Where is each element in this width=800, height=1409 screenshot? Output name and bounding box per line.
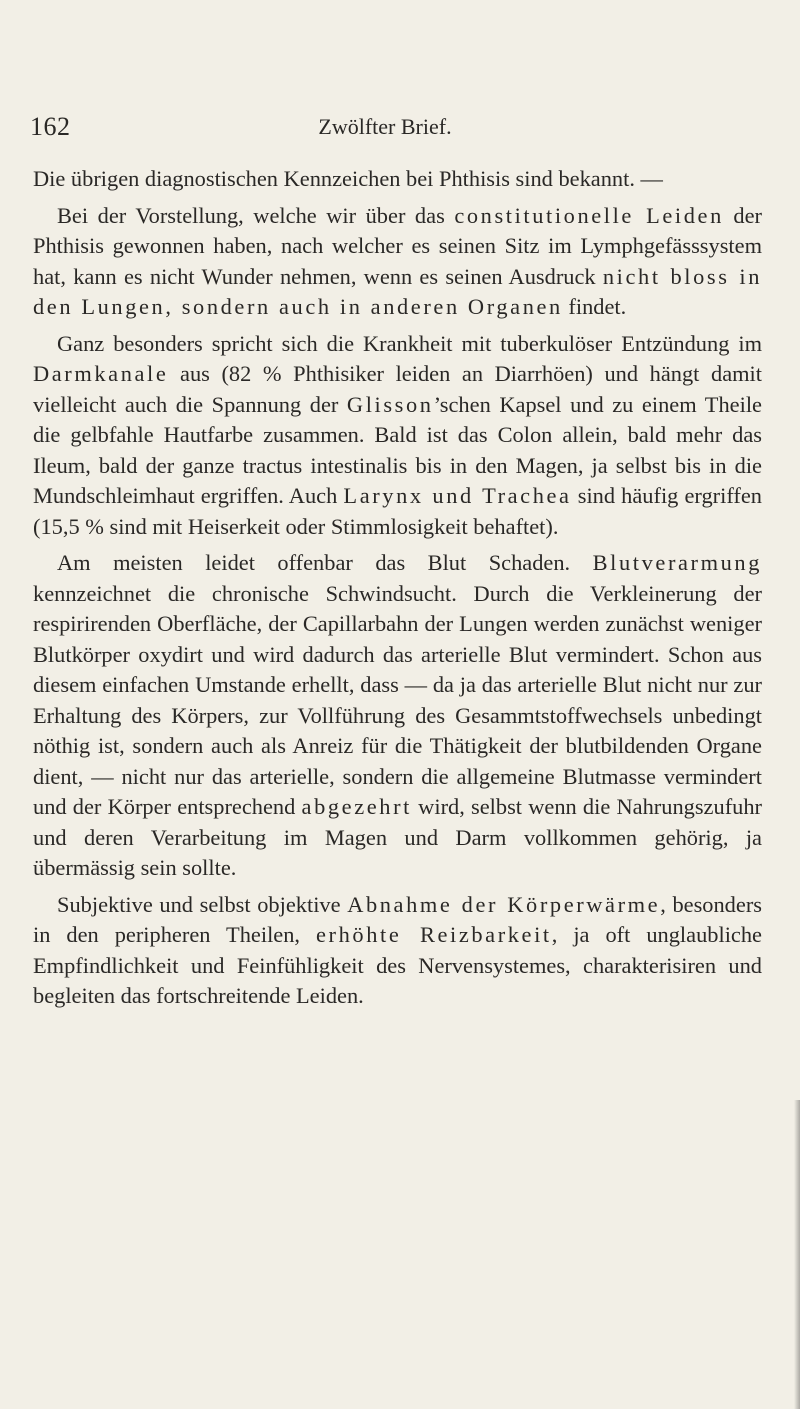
text-segment: ’schen Kapsel und zu einem Theile die gelbfahle Hautfarbe zusammen. Bald ist das Colon allein, bald mehr das Ileum, bald der ganze tractus intestinalis bis in den Magen, ja selbst bis in die Mundschleimhaut ergriffen. Auch: [33, 391, 762, 508]
text-segment: Am meisten leidet offenbar das Blut Schaden.: [57, 550, 593, 575]
text-segment: Subjektive und selbst objektive: [57, 891, 348, 917]
text-segment: sind häufig ergriffen (15,5 % sind mit Heiserkeit oder Stimmlosigkeit behaftet).: [33, 483, 763, 539]
spaced-emphasis: Larynx und Trachea: [343, 483, 572, 508]
running-title: Zwölfter Brief.: [318, 114, 452, 139]
paragraph-3: [33, 329, 762, 543]
spaced-emphasis: erhöhte Reizbarkeit: [316, 922, 552, 947]
spaced-emphasis: Darmkanale: [33, 361, 169, 386]
text-segment: , ja oft unglaubliche Empfindlichkeit und Feinfühligkeit des Nervensystemes, charakterisiren und begleiten das fortschreitende Leiden.: [33, 922, 762, 1008]
body-text: [33, 164, 762, 1018]
paragraph-5: [33, 890, 762, 1012]
text-segment: Die übrigen diagnostischen Kennzeichen bei Phthisis sind bekannt. —: [33, 166, 663, 191]
spaced-emphasis: nicht bloss in den Lungen, sondern auch in anderen Organen: [33, 263, 762, 319]
text-segment: kennzeichnet die chronische Schwindsucht. Durch die Verkleinerung der respirirenden Oberfläche, der Capillarbahn der Lungen werden zunächst weniger Blutkörper oxydirt und wird dadurch das arterielle Blut vermindert. Schon aus diesem einfachen Umstande erhellt, dass — da ja das arterielle Blut nicht nur zur Erhaltung des Körpers, zur Vollführung des Gesammtstoffwechsels unbedingt nöthig ist, sondern auch als Anreiz für die Thätigkeit der blutbildenden Organe dient, — nicht nur das arterielle, sondern die allgemeine Blutmasse vermindert und der Körper entsprechend: [33, 580, 762, 819]
page-edge-shadow: [794, 1100, 800, 1409]
paragraph-2: [33, 201, 762, 323]
text-segment: Ganz besonders spricht sich die Krankheit mit tuberkulöser Entzündung im: [57, 330, 762, 356]
spaced-emphasis: Abnahme der Körperwärme: [347, 891, 661, 917]
text-segment: aus (82 % Phthisiker leiden an Diarrhöen) und hängt damit vielleicht auch die Spannung der: [33, 361, 762, 417]
text-segment: der Phthisis gewonnen haben, nach welcher es seinen Sitz im Lymphgefässsystem hat, kann es nicht Wunder nehmen, wenn es seinen Ausdruck: [33, 202, 762, 289]
text-segment: , besonders in den peripheren Theilen,: [33, 891, 762, 947]
spaced-emphasis: Glisson: [346, 391, 434, 417]
text-segment: wird, selbst wenn die Nahrungszufuhr und deren Verarbeitung im Magen und Darm vollkommen gehörig, ja übermässig sein sollte.: [33, 794, 762, 880]
page-header: [30, 112, 740, 148]
spaced-emphasis: constitutionelle Leiden: [454, 202, 724, 228]
text-segment: findet.: [562, 294, 627, 319]
spaced-emphasis: abgezehrt: [301, 794, 412, 819]
paragraph-4: [33, 548, 762, 884]
spaced-emphasis: Blutverarmung: [592, 550, 762, 575]
paragraph-1: [33, 164, 762, 195]
page-number: 162: [30, 112, 71, 141]
text-segment: Bei der Vorstellung, welche wir über das: [57, 202, 455, 228]
